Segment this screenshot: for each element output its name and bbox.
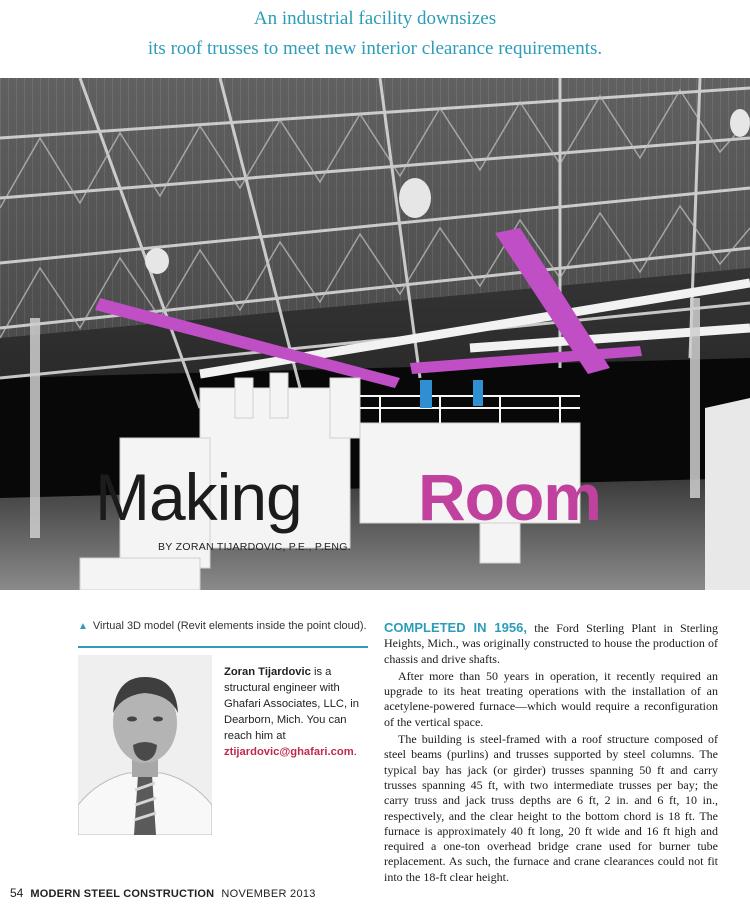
caption-text: Virtual 3D model (Revit elements inside the point cloud). [92, 620, 367, 632]
author-bio-text: is a structural engineer with Ghafari Associates, LLC, in Dearborn, Mich. You can reach him at [224, 666, 359, 742]
author-bio-end: . [353, 746, 357, 758]
deck-line-2: its roof trusses to meet new interior clearance requirements. [147, 38, 603, 59]
author-name: Zoran Tijardovic [224, 666, 311, 678]
image-caption [78, 620, 368, 632]
article-body [384, 620, 718, 887]
headline-room: Room [418, 460, 601, 534]
author-portrait-icon [78, 655, 212, 835]
article-paragraph-3: The building is steel-framed with a roof structure composed of steel beams (purlins) and trusses supported by steel columns. The typical bay has jack (or girder) trusses spanning 50 ft and carry trusses spanning 45 ft, with two intermediate trusses per bay; the carry truss and jack truss depths are 6 ft, 2 in. and 6 ft, 10 in., respectively, and the clear height to the bottom chord is 18 ft. The furnace is approximately 40 ft long, 20 ft wide and 16 ft high and required a one-ton overhead bridge crane used for burner tube replacement. As such, the furnace and crane clearances could not fit into the 18-ft clear height. [384, 732, 718, 884]
page-footer [10, 886, 316, 900]
page-number: 54 [10, 886, 24, 900]
article-paragraph-1-text: the Ford Sterling Plant in Sterling Heights, Mich., was originally constructed to house the production of chassis and drive shafts. [384, 621, 719, 666]
article-deck [0, 0, 750, 78]
article-paragraph-1 [384, 620, 718, 667]
byline: BY ZORAN TIJARDOVIC, P.E., P.ENG. [158, 541, 351, 553]
headline-making: Making [95, 460, 302, 534]
caption-triangle-icon: ▲ [78, 621, 88, 632]
article-lead-in: COMPLETED IN 1956, [384, 620, 527, 635]
author-email-link[interactable]: ztijardovic@ghafari.com [224, 746, 354, 758]
bio-divider [78, 646, 368, 648]
article-paragraph-2: After more than 50 years in operation, it recently required an upgrade to its heat treating operations with the installation of an acetylene-powered furnace—which would require a reconfiguration of the vertical space. [384, 668, 718, 729]
author-bio [224, 664, 372, 760]
magazine-name: MODERN STEEL CONSTRUCTION [30, 888, 215, 900]
deck-line-1: An industrial facility downsizes [253, 8, 497, 29]
author-photo [78, 655, 212, 835]
issue-date: NOVEMBER 2013 [221, 888, 316, 900]
